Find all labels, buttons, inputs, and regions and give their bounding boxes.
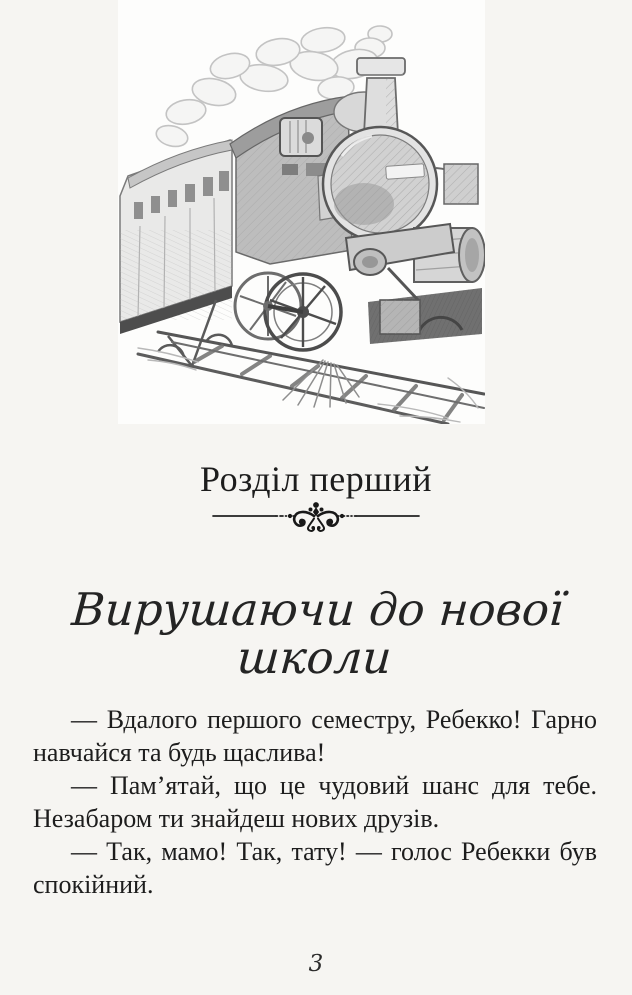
chapter-heading: Розділ перший: [200, 459, 432, 499]
train-illustration: [118, 0, 485, 424]
paragraph-line: Незабаром ти знайдеш нових друзів.: [33, 804, 440, 833]
paragraph-line: навчайся та будь щаслива!: [33, 738, 326, 767]
chapter-title: Вирушаючи до нової школи: [70, 583, 566, 684]
body-text: [33, 703, 597, 901]
flourish-divider-icon: [210, 501, 422, 535]
page-number: 3: [308, 951, 324, 977]
chapter-divider: [0, 501, 632, 540]
steam-train-sketch-graphic: [118, 0, 485, 424]
paragraph-line: — Так, мамо! Так, тату! — голос Ребекки був: [71, 837, 597, 866]
paragraph-line: — Пам’ятай, що це чудовий шанс для тебе.: [71, 771, 597, 800]
paragraph-line: — Вдалого першого семестру, Ребекко! Гарно: [71, 705, 597, 734]
paragraph-line: спокійний.: [33, 870, 154, 899]
